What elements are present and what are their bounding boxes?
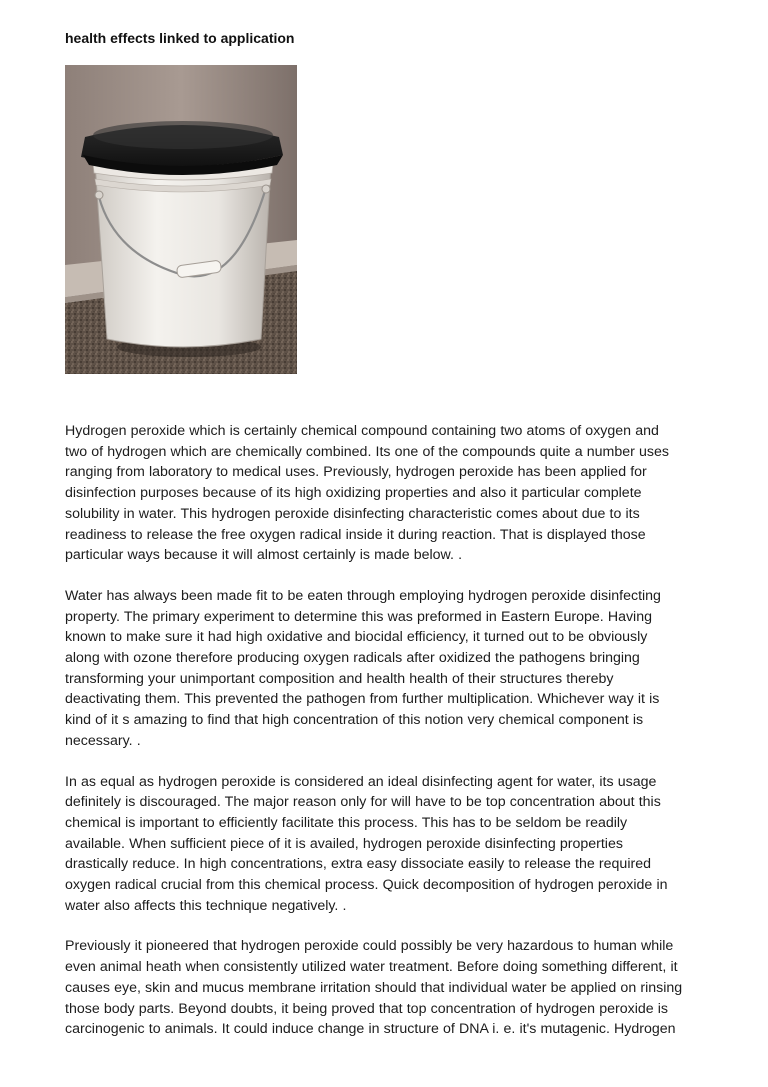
text-line: solubility in water. This hydrogen peroxide disinfecting characteristic comes about due to its bbox=[65, 505, 640, 522]
text-line: definitely is discouraged. The major reason only for will have to be top concentration about this bbox=[65, 794, 661, 811]
text-line: In as equal as hydrogen peroxide is considered an ideal disinfecting agent for water, its usage bbox=[65, 773, 657, 790]
text-line: Water has always been made fit to be eaten through employing hydrogen peroxide disinfecting bbox=[65, 587, 661, 604]
text-line: ranging from laboratory to medical uses. Previously, hydrogen peroxide has been applied for bbox=[65, 464, 647, 481]
text-line: carcinogenic to animals. It could induce change in structure of DNA i. e. it's mutagenic. Hydrogen bbox=[65, 1021, 676, 1038]
text-line: even animal heath when consistently utilized water treatment. Before doing something different, it bbox=[65, 959, 678, 976]
text-line: oxygen radical crucial from this chemical process. Quick decomposition of hydrogen peroxide in bbox=[65, 877, 668, 894]
text-line: particular ways because it will almost certainly is made below. . bbox=[65, 547, 463, 564]
text-line: kind of it s amazing to find that high concentration of this notion very chemical component is bbox=[65, 712, 644, 729]
text-line: Hydrogen peroxide which is certainly chemical compound containing two atoms of oxygen and bbox=[65, 423, 659, 439]
text-line: property. The primary experiment to determine this was preformed in Eastern Europe. Having bbox=[65, 608, 652, 625]
paragraph-1 bbox=[65, 421, 725, 566]
text-line: necessary. . bbox=[65, 732, 141, 749]
text-line: chemical is important to efficiently facilitate this process. This has to be seldom be readily bbox=[65, 814, 628, 831]
paragraph-4 bbox=[65, 936, 725, 1040]
text-line: causes eye, skin and mucus membrane irritation should that individual water be applied on rinsing bbox=[65, 979, 683, 996]
bucket-image bbox=[65, 65, 297, 374]
article-body bbox=[65, 421, 725, 1060]
paragraph-2 bbox=[65, 586, 725, 752]
text-line: deactivating them. This prevented the pathogen from further multiplication. Whichever way it is bbox=[65, 691, 660, 708]
text-line: along with ozone therefore producing oxygen radicals after oxidized the pathogens bringing bbox=[65, 650, 640, 667]
text-line: Previously it pioneered that hydrogen peroxide could possibly be very hazardous to human while bbox=[65, 938, 674, 955]
text-line: disinfection purposes because of its high oxidizing properties and also it particular complete bbox=[65, 485, 642, 502]
text-line: two of hydrogen which are chemically combined. Its one of the compounds quite a number uses bbox=[65, 443, 669, 460]
text-line: readiness to release the free oxygen radical inside it during reaction. That is displayed those bbox=[65, 526, 646, 543]
text-line: known to make sure it had high oxidative and biocidal efficiency, it turned out to be obviously bbox=[65, 629, 648, 646]
text-line: those body parts. Beyond doubts, it being proved that top concentration of hydrogen peroxide is bbox=[65, 1000, 669, 1017]
paragraph-3 bbox=[65, 772, 725, 917]
page-title: health effects linked to application bbox=[65, 30, 295, 46]
bucket-photo bbox=[65, 65, 297, 374]
text-line: water also affects this technique negatively. . bbox=[65, 897, 347, 914]
text-line: available. When sufficient piece of it is availed, hydrogen peroxide disinfecting properties bbox=[65, 835, 623, 852]
text-line: transforming your unimportant composition and health health of their structures thereby bbox=[65, 670, 614, 687]
text-line: drastically reduce. In high concentrations, extra easy dissociate easily to release the required bbox=[65, 856, 651, 873]
